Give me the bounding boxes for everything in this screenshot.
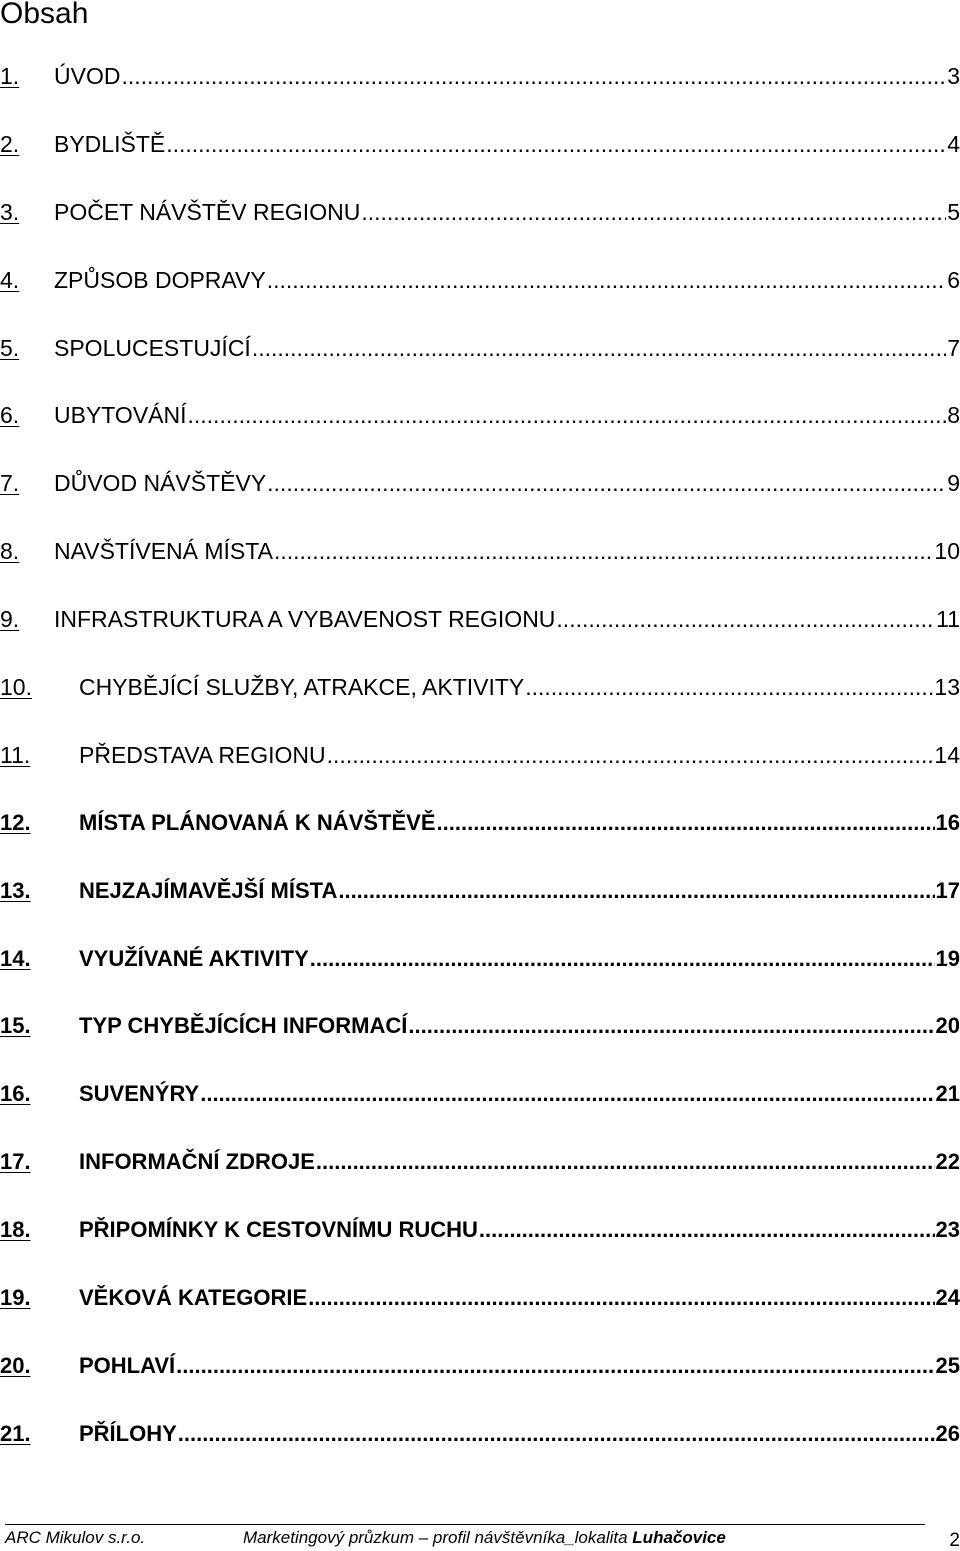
toc-entry-number: 21. (0, 1420, 31, 1446)
toc-entry-page: 5 (947, 198, 960, 225)
toc-entry-number: 20. (0, 1352, 31, 1378)
dot-leader (274, 537, 933, 565)
toc-entry-number: 10. (0, 674, 32, 701)
toc-entry-14[interactable] (0, 945, 960, 1013)
toc-entry-number: 7. (0, 470, 20, 497)
toc-entry-17[interactable] (0, 1148, 960, 1216)
toc-entry-page: 4 (947, 130, 960, 157)
dot-leader (327, 741, 934, 769)
toc-entry-number: 1. (0, 63, 20, 89)
toc-entry-page: 25 (935, 1352, 960, 1378)
toc-entry-page: 23 (935, 1217, 960, 1243)
toc-entry-8[interactable] (0, 537, 960, 605)
dot-leader (437, 809, 935, 837)
toc-entry-19[interactable] (0, 1284, 960, 1352)
dot-leader (361, 198, 946, 226)
toc-entry-title: VYUŽÍVANÉ AKTIVITY (79, 945, 309, 971)
toc-entry-page: 19 (935, 945, 960, 971)
toc-entry-title: NAVŠTÍVENÁ MÍSTA (54, 538, 273, 565)
toc-entry-title: POČET NÁVŠTĚV REGIONU (54, 198, 361, 225)
toc-entry-page: 10 (934, 538, 960, 565)
toc-entry-page: 26 (935, 1420, 960, 1446)
footer-page-number: 2 (949, 1530, 960, 1551)
dot-leader (267, 266, 946, 294)
dot-leader (408, 1012, 934, 1040)
toc-entry-16[interactable] (0, 1080, 960, 1148)
dot-leader (479, 1216, 935, 1244)
toc-entry-title: NEJZAJÍMAVĚJŠÍ MÍSTA (79, 877, 338, 903)
toc-entry-9[interactable] (0, 605, 960, 673)
footer-study-prefix: Marketingový průzkum – profil návštěvníka_lokalita (243, 1528, 633, 1547)
toc-entry-title: ZPŮSOB DOPRAVY (54, 266, 266, 293)
dot-leader (316, 1148, 935, 1176)
toc-entry-page: 11 (936, 606, 960, 633)
dot-leader (308, 1284, 934, 1312)
toc-entry-title: BYDLIŠTĚ (54, 130, 166, 157)
toc-entry-title: PŘIPOMÍNKY K CESTOVNÍMU RUCHU (79, 1217, 478, 1243)
table-of-contents (0, 62, 960, 1488)
footer-study-title (243, 1528, 726, 1548)
toc-entry-number: 6. (0, 402, 20, 429)
toc-entry-title: TYP CHYBĚJÍCÍCH INFORMACÍ (79, 1013, 408, 1039)
toc-entry-11[interactable] (0, 741, 960, 809)
toc-entry-title: POHLAVÍ (79, 1352, 176, 1378)
footer-study-place: Luhačovice (632, 1528, 726, 1547)
dot-leader (176, 1352, 934, 1380)
toc-entry-page: 16 (935, 809, 960, 835)
toc-entry-4[interactable] (0, 266, 960, 334)
page-title: Obsah (0, 0, 89, 30)
toc-entry-15[interactable] (0, 1012, 960, 1080)
toc-entry-title: PŘEDSTAVA REGIONU (79, 741, 326, 768)
toc-entry-number: 9. (0, 606, 20, 633)
toc-entry-title: SPOLUCESTUJÍCÍ (54, 334, 251, 361)
dot-leader (178, 1420, 935, 1448)
toc-entry-page: 3 (947, 63, 960, 89)
toc-entry-number: 19. (0, 1285, 31, 1311)
dot-leader (338, 877, 934, 905)
dot-leader (188, 401, 947, 429)
toc-entry-number: 18. (0, 1217, 31, 1243)
toc-entry-page: 8 (947, 402, 960, 429)
dot-leader (252, 334, 946, 362)
toc-entry-number: 15. (0, 1013, 31, 1039)
dot-leader (525, 673, 933, 701)
toc-entry-number: 16. (0, 1081, 31, 1107)
toc-entry-page: 21 (935, 1081, 960, 1107)
toc-entry-title: VĚKOVÁ KATEGORIE (79, 1285, 308, 1311)
toc-entry-6[interactable] (0, 401, 960, 469)
toc-entry-number: 5. (0, 334, 20, 361)
toc-entry-20[interactable] (0, 1352, 960, 1420)
toc-entry-page: 13 (934, 674, 960, 701)
toc-entry-number: 11. (0, 741, 31, 768)
toc-entry-1[interactable] (0, 62, 960, 130)
toc-entry-13[interactable] (0, 877, 960, 945)
toc-entry-number: 17. (0, 1149, 31, 1175)
toc-entry-page: 20 (935, 1013, 960, 1039)
toc-entry-title: INFRASTRUKTURA A VYBAVENOST REGIONU (54, 606, 556, 633)
toc-entry-title: CHYBĚJÍCÍ SLUŽBY, ATRAKCE, AKTIVITY (79, 674, 525, 701)
footer-company: ARC Mikulov s.r.o. (5, 1528, 146, 1547)
toc-entry-page: 14 (934, 741, 960, 768)
toc-entry-number: 8. (0, 538, 20, 565)
toc-entry-page: 22 (935, 1149, 960, 1175)
toc-entry-21[interactable] (0, 1420, 960, 1488)
toc-entry-3[interactable] (0, 198, 960, 266)
toc-entry-title: MÍSTA PLÁNOVANÁ K NÁVŠTĚVĚ (79, 809, 436, 835)
toc-entry-number: 12. (0, 809, 31, 835)
dot-leader (556, 605, 935, 633)
toc-entry-title: INFORMAČNÍ ZDROJE (79, 1149, 315, 1175)
toc-entry-title: ÚVOD (54, 63, 121, 89)
toc-entry-number: 14. (0, 945, 31, 971)
dot-leader (166, 130, 946, 158)
toc-entry-page: 9 (947, 470, 960, 497)
dot-leader (200, 1080, 934, 1108)
toc-entry-page: 17 (935, 877, 960, 903)
toc-entry-title: DŮVOD NÁVŠTĚVY (54, 470, 267, 497)
toc-entry-7[interactable] (0, 469, 960, 537)
dot-leader (310, 945, 935, 973)
footer-divider (5, 1524, 925, 1525)
toc-entry-12[interactable] (0, 809, 960, 877)
toc-entry-18[interactable] (0, 1216, 960, 1284)
toc-entry-number: 4. (0, 266, 20, 293)
toc-entry-number: 2. (0, 130, 20, 157)
toc-entry-page: 24 (935, 1285, 960, 1311)
dot-leader (121, 62, 946, 90)
toc-entry-page: 7 (947, 334, 960, 361)
toc-entry-10[interactable] (0, 673, 960, 741)
toc-entry-2[interactable] (0, 130, 960, 198)
toc-entry-title: UBYTOVÁNÍ (54, 402, 187, 429)
toc-entry-5[interactable] (0, 334, 960, 402)
dot-leader (267, 469, 946, 497)
toc-entry-page: 6 (947, 266, 960, 293)
toc-entry-title: SUVENÝRY (79, 1081, 200, 1107)
toc-entry-number: 13. (0, 877, 31, 903)
toc-entry-number: 3. (0, 198, 20, 225)
toc-entry-title: PŘÍLOHY (79, 1420, 177, 1446)
